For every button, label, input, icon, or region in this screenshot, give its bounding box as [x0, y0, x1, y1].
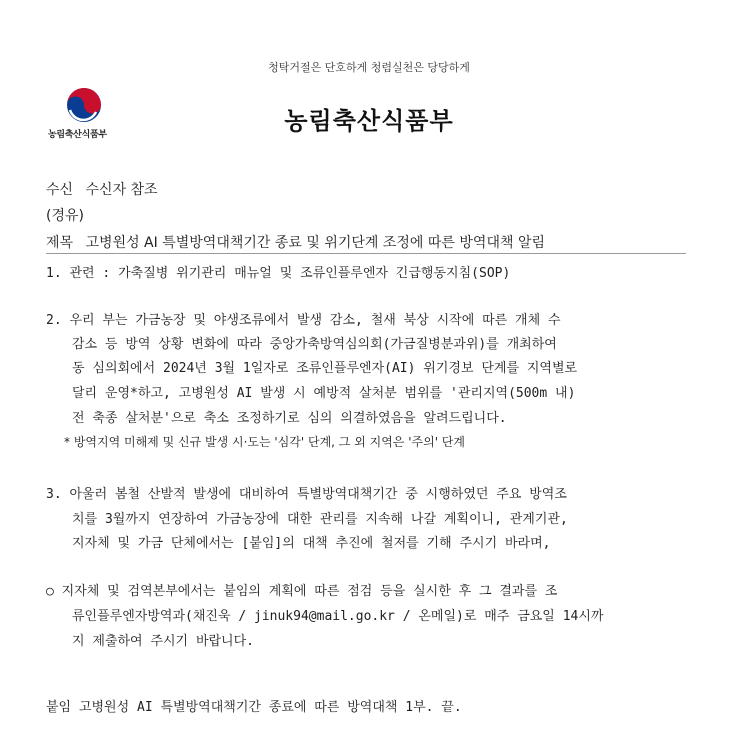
recipient-label: 수신 — [46, 182, 74, 198]
item-2-line: 감소 등 방역 상황 변화에 따라 중앙가축방역심의회(가금질병분과위)를 개최하여 — [72, 337, 557, 352]
item-4-line: 류인플루엔자방역과(채진욱 / jinuk94@mail.go.kr / 온메일)로 매주 금요일 14시까 — [72, 609, 604, 624]
slogan: 청탁거절은 단호하게 청렴실천은 당당하게 — [268, 61, 470, 74]
item-3-line: 3. 아울러 봄철 산발적 발생에 대비하여 특별방역대책기간 중 시행하였던 주요 방역조 — [46, 487, 567, 502]
subject-text: 고병원성 AI 특별방역대책기간 종료 및 위기단계 조정에 따른 방역대책 알림 — [85, 235, 545, 251]
recipient-row — [46, 179, 158, 199]
item-2-footnote: * 방역지역 미해제 및 신규 발생 시·도는 '심각' 단계, 그 외 지역은 '주의' 단계 — [64, 435, 465, 449]
subject-label: 제목 — [46, 235, 74, 251]
subject-divider — [46, 253, 686, 254]
attachment-line: 붙임 고병원성 AI 특별방역대책기간 종료에 따른 방역대책 1부. 끝. — [46, 700, 462, 715]
item-2-line: 달리 운영*하고, 고병원성 AI 발생 시 예방적 살처분 범위를 '관리지역(500m 내) — [72, 386, 576, 401]
item-2-line: 전 축종 살처분'으로 축소 조정하기로 심의 의결하였음을 알려드립니다. — [72, 411, 507, 426]
subject-row — [46, 232, 545, 252]
logo-text: 농림축산식품부 — [48, 130, 107, 140]
item-2-line: 동 심의회에서 2024년 3월 1일자로 조류인플루엔자(AI) 위기경보 단계를 지역별로 — [72, 361, 578, 376]
ministry-title: 농림축산식품부 — [284, 107, 454, 135]
item-3-line: 지자체 및 가금 단체에서는 [붙임]의 대책 추진에 철저를 기해 주시기 바라며, — [72, 536, 551, 551]
item-4-line: 지 제출하여 주시기 바랍니다. — [72, 634, 255, 649]
item-4-line: ○ 지자체 및 검역본부에서는 붙임의 계획에 따른 점검 등을 실시한 후 그 결과를 조 — [46, 584, 558, 599]
item-3-line: 치를 3월까지 연장하여 가금농장에 대한 관리를 지속해 나갈 계획이니, 관계기관, — [72, 512, 568, 527]
recipient-value: 수신자 참조 — [85, 182, 158, 198]
via-row: (경유) — [46, 208, 84, 224]
item-1: 1. 관련 : 가축질병 위기관리 매뉴얼 및 조류인플루엔자 긴급행동지침(SOP) — [46, 266, 511, 281]
item-2-line: 2. 우리 부는 가금농장 및 야생조류에서 발생 감소, 철새 북상 시작에 따른 개체 수 — [46, 313, 561, 328]
